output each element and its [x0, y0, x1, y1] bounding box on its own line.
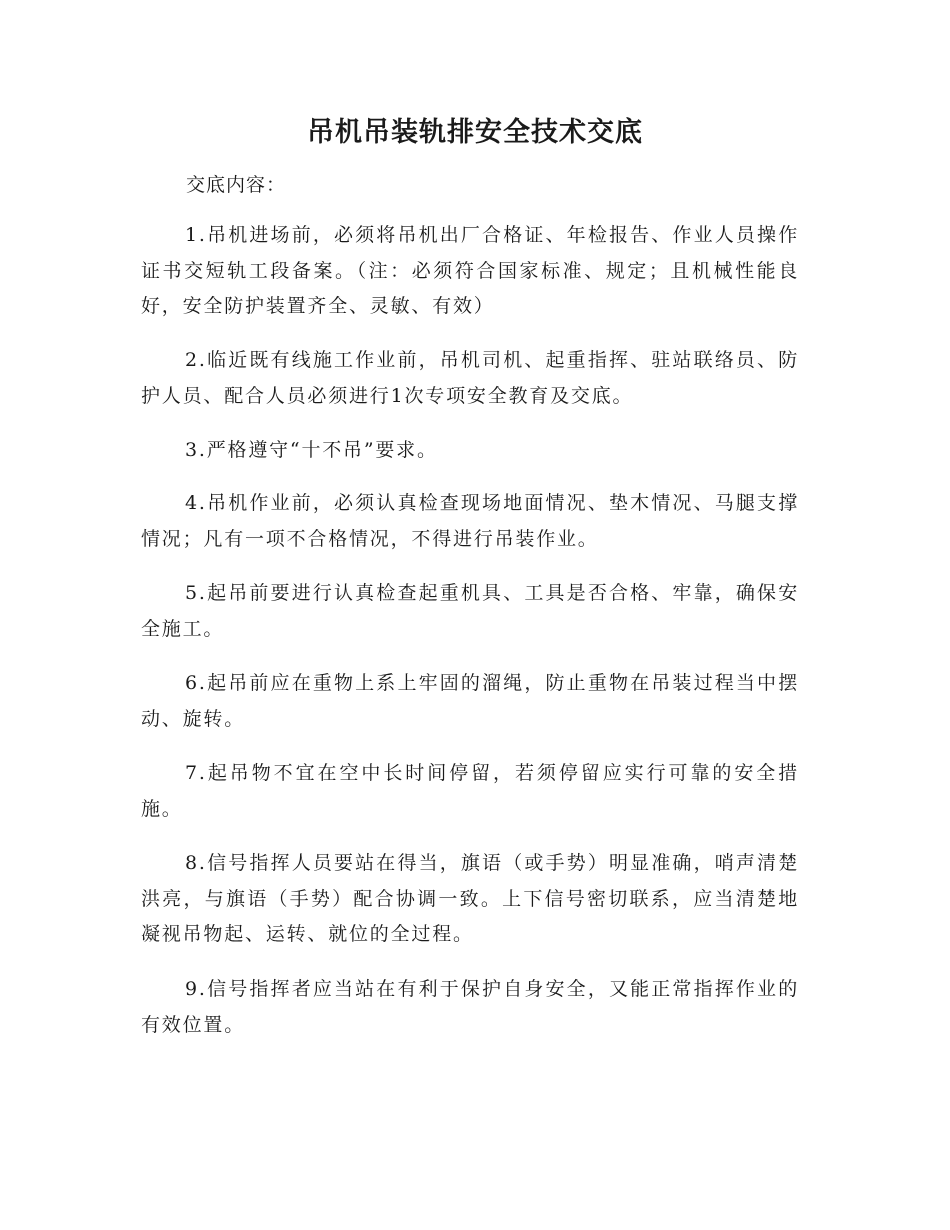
clause-4: 4.吊机作业前，必须认真检查现场地面情况、垫木情况、马腿支撑情况；凡有一项不合格情况，不得进行吊装作业。	[141, 492, 799, 550]
clause-1: 1.吊机进场前，必须将吊机出厂合格证、年检报告、作业人员操作证书交短轨工段备案。（注：必须符合国家标准、规定；且机械性能良好，安全防护装置齐全、灵敏、有效）	[141, 224, 799, 317]
clause-7: 7.起吊物不宜在空中长时间停留，若须停留应实行可靠的安全措施。	[141, 762, 799, 820]
clause-2: 2.临近既有线施工作业前，吊机司机、起重指挥、驻站联络员、防护人员、配合人员必须进行1次专项安全教育及交底。	[141, 349, 799, 407]
clause-8: 8.信号指挥人员要站在得当，旗语（或手势）明显准确，哨声清楚洪亮，与旗语（手势）配合协调一致。上下信号密切联系，应当清楚地凝视吊物起、运转、就位的全过程。	[141, 852, 799, 945]
clause-9: 9.信号指挥者应当站在有利于保护自身安全，又能正常指挥作业的有效位置。	[141, 978, 799, 1036]
intro-label: 交底内容：	[186, 174, 287, 196]
clause-3: 3.严格遵守“十不吊”要求。	[185, 439, 438, 461]
clause-6: 6.起吊前应在重物上系上牢固的溜绳，防止重物在吊装过程当中摆动、旋转。	[141, 672, 799, 730]
clause-5: 5.起吊前要进行认真检查起重机具、工具是否合格、牢靠，确保安全施工。	[141, 582, 799, 640]
document-title: 吊机吊装轨排安全技术交底	[307, 117, 643, 148]
